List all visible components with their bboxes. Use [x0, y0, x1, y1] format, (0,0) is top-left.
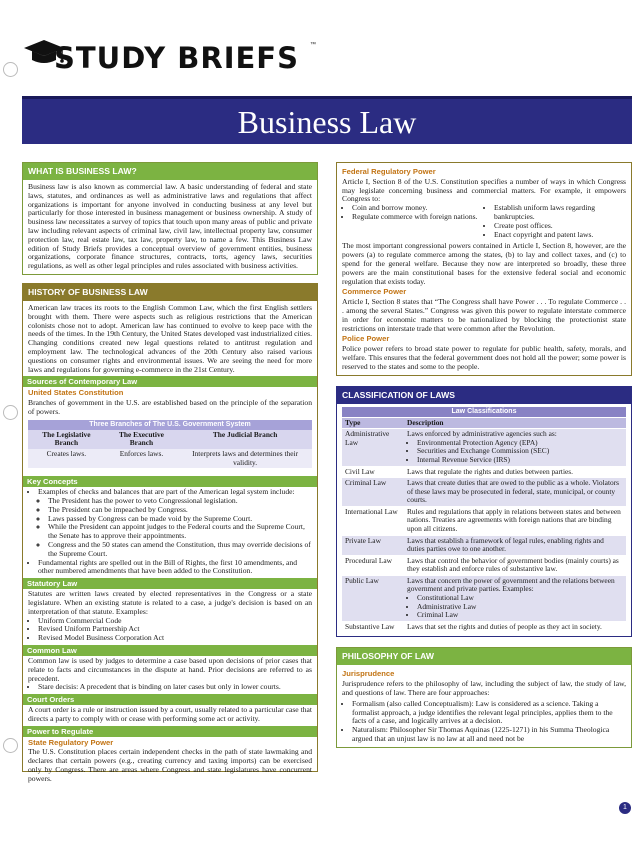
sources-heading: Sources of Contemporary Law — [23, 376, 317, 387]
study-briefs-logo — [22, 34, 316, 84]
brand-name: STUDY BRIEFS — [54, 41, 300, 75]
list-item: • Coin and borrow money. — [352, 204, 484, 213]
branch-name: The Legislative Branch — [28, 430, 105, 449]
federal-power-text: Article I, Section 8 of the U.S. Constitution specifies a number of ways in which Congress may legislate concerning business and commercial matters. For example, it empowers Congress to: — [342, 176, 626, 204]
philosophy-section — [336, 647, 632, 747]
federal-power-heading: Federal Regulatory Power — [342, 167, 436, 176]
page-number: 1 — [619, 802, 631, 814]
statutory-heading: Statutory Law — [23, 578, 317, 589]
constitution-heading: United States Constitution — [28, 388, 124, 398]
court-orders-heading: Court Orders — [23, 694, 317, 705]
branch-description: Creates laws. — [28, 449, 105, 468]
branches-table — [28, 420, 312, 468]
table-row: Criminal Law Laws that create duties that are owed to the public as a whole. Violators of these laws may be prosecuted in federal, state, municipal, or county courts. — [342, 478, 626, 507]
list-item: • Regulate commerce with foreign nations. — [352, 213, 484, 222]
list-item: ◦ Laws passed by Congress can be made void by the Supreme Court. — [48, 515, 312, 524]
list-item: • Revised Model Business Corporation Act — [38, 634, 312, 643]
jurisprudence-text: Jurisprudence refers to the philosophy of law, including the subject of law, the study of law, and questions of law. There are four approaches: — [342, 679, 626, 697]
common-law-heading: Common Law — [23, 645, 317, 656]
table-row: Substantive Law Laws that set the rights and duties of people as they act in society. — [342, 621, 626, 633]
table-row: Administrative Law Laws enforced by administrative agencies such as: • Environmental Protection Agency (EPA) • Securities and Exchange Commission (SEC) • Internal Revenue Service (IRS) — [342, 429, 626, 466]
history-heading: HISTORY OF BUSINESS LAW — [23, 284, 317, 301]
list-item: • Revised Uniform Partnership Act — [38, 625, 312, 634]
branch-name: The Judicial Branch — [178, 430, 312, 449]
branches-caption: Three Branches of The U.S. Government System — [28, 420, 312, 430]
power-continued — [336, 162, 632, 376]
jurisprudence-heading: Jurisprudence — [342, 669, 395, 679]
list-item: ◦ The President has the power to veto Congressional legislation. — [48, 497, 312, 506]
table-row: Public Law Laws that concern the power of government and the relations between government and private parties. Examples: • Constitutional Law • Administrative Law • Criminal Law — [342, 575, 626, 621]
branch-description: Enforces laws. — [105, 449, 178, 468]
table-row: Civil Law Laws that regulate the rights and duties between parties. — [342, 466, 626, 478]
table-row: International Law Rules and regulations that apply in relations between states and between nations. Treaties are agreements with foreign nations that are binding upon all citizens. — [342, 506, 626, 535]
col-header-type: Type — [342, 417, 404, 429]
history-text: American law traces its roots to the English Common Law, which the first English settlers brought with them. There were aspects such as religious restrictions that the American colonists chose not to adopt. American law has continued to evolve to keep pace with the needs of the times. In the 19th Century, the United States developed vast industrialized cities. Changing conditions created new legal questions related to antitrust regulation and employment law. The technological advances of the 20th Century also raised various questions on consumer rights and environmental issues. We are seeing the need for more laws and regulations for governing e-commerce in the 21st Century. — [28, 302, 312, 374]
list-item: • Examples of checks and balances that are part of the American legal system include: ◦ The President has the power to veto Congressional legislation. ◦ The President can be impeached by Congress. ◦ Laws passed by Congress can be made void by the Supreme Court. ◦ While the President can appoint judges to the Federal courts and the Supreme Court, the Senate has to approve their appointments. ◦ Congress and the 50 states can amend the Constitution, thus may override decisions of the Supreme Court. — [38, 488, 312, 558]
title-banner — [22, 96, 632, 144]
key-concepts-heading: Key Concepts — [23, 476, 317, 487]
list-item: • Naturalism: Philosopher Sir Thomas Aquinas (1225-1271) in his Summa Theologica argued that an unjust law is no law at all and need not be — [352, 726, 626, 744]
state-power-text: The U.S. Constitution places certain independent checks in the path of state lawmaking and declares that certain powers (e.g., creating currency and taxing imports) can be exercised only by Congress. There are areas where Congress and state legislatures have concurrent powers. — [28, 747, 312, 783]
list-item: • Establish uniform laws regarding bankruptcies. — [494, 204, 626, 222]
trademark: ™ — [310, 42, 316, 48]
classification-section — [336, 386, 632, 638]
philosophy-heading: PHILOSOPHY OF LAW — [337, 648, 631, 665]
police-heading: Police Power — [342, 334, 390, 344]
binder-hole-middle — [3, 405, 18, 420]
police-text: Police power refers to broad state power to regulate for public health, safety, morals, and welfare. This ensures that the federal government does not hold all the power; some power is reserved to the states and some to the people. — [342, 344, 626, 371]
statutory-text: Statutes are written laws created by elected representatives in the Congress or a state legislature. When an existing statute is related to a case, a judge's decision is based on an interpretation of that statute. Examples: — [28, 589, 312, 616]
common-law-text: Common law is used by judges to determine a case based upon decisions of prior cases that relate to facts and circumstances in the dispute at hand. Prior decisions are referred to as precedent. — [28, 655, 312, 683]
table-caption: Law Classifications — [342, 407, 626, 418]
classification-heading: CLASSIFICATION OF LAWS — [337, 387, 631, 404]
binder-hole-top — [3, 62, 18, 77]
list-item: ◦ Congress and the 50 states can amend the Constitution, thus may override decisions of the Supreme Court. — [48, 541, 312, 559]
col-header-description: Description — [404, 417, 626, 429]
list-item: • Uniform Commercial Code — [38, 617, 312, 626]
constitution-text: Branches of government in the U.S. are established based on the principle of the separation of powers. — [28, 398, 312, 416]
power-heading: Power to Regulate — [23, 726, 317, 737]
left-column — [22, 162, 318, 783]
court-orders-text: A court order is a rule or instruction issued by a court, usually related to a particular case that directs a party to comply with or cease with performing some act or activity. — [28, 705, 312, 723]
list-item: • Formalism (also called Conceptualism): Law is considered as a science. Taking a formalist approach, a judge identifies the relevant legal principles, applies them to the facts of a case, and logically arrives at a decision. — [352, 700, 626, 726]
list-item: • Enact copyright and patent laws. — [494, 231, 626, 240]
list-item: • Create post offices. — [494, 222, 626, 231]
list-item: ◦ The President can be impeached by Congress. — [48, 506, 312, 515]
branch-description: Interprets laws and determines their validity. — [178, 449, 312, 468]
list-item: • Stare decisis: A precedent that is binding on later cases but only in lower courts. — [38, 683, 312, 692]
law-classification-table — [342, 407, 626, 634]
table-row: Procedural Law Laws that control the behavior of government bodies (mainly courts) as they establish and enforce rules of substantive law. — [342, 555, 626, 575]
commerce-heading: Commerce Power — [342, 287, 407, 297]
what-is-heading: WHAT IS BUSINESS LAW? — [23, 163, 317, 180]
binder-hole-bottom — [3, 738, 18, 753]
list-item: ◦ While the President can appoint judges to the Federal courts and the Supreme Court, the Senate has to approve their appointments. — [48, 523, 312, 541]
right-column — [336, 162, 632, 748]
table-row: Private Law Laws that establish a framework of legal rules, enabling rights and duties parties owe to one another. — [342, 535, 626, 555]
list-item: • Fundamental rights are spelled out in the Bill of Rights, the first 10 amendments, and other numbered amendments that have been added to the Constitution. — [38, 559, 312, 577]
history-section — [22, 283, 318, 783]
federal-power-text-2: The most important congressional powers contained in Article I, Section 8, however, are the powers (a) to regulate commerce among the states, (b) to lay and collect taxes, and (c) to spend for the general welfare. Because they now are interpreted so broadly, these three powers are the main constitutional bases for the extensive federal social and economic regulation that exists today. — [342, 241, 626, 286]
branch-name: The Executive Branch — [105, 430, 178, 449]
state-power-heading: State Regulatory Power — [28, 737, 114, 747]
commerce-text: Article I, Section 8 states that “The Congress shall have Power . . . To regulate Commerce . . . among the several States.” Congress was given this power to regulate interstate commerce in order for economic matters to be nationalized by blocking the protectionist state restrictions on interstate trade that were common after the Revolution. — [342, 297, 626, 333]
page-title: Business Law — [237, 104, 417, 140]
what-is-text: Business law is also known as commercial law. A basic understanding of federal and state laws, statutes, and ordinances as well as administrative laws and regulations that affect organizations is important for anyone involved in conducting business at any level but particularly for those interested in business management or business ownership. A study of business law necessitates a survey of topics that touch upon many areas of public and private law including relevant aspects of criminal law, civil law, intellectual property law, consumer protection law, real estate law, tax law, property law, to name a few. This Business Law edition of Study Briefs provides a conceptual overview of government entities, business organizations, corporate finance structures, contracts, torts, agency laws, securities regulations, as well as other legal principles and rules associated with business activities. — [28, 182, 312, 271]
what-is-section — [22, 162, 318, 275]
